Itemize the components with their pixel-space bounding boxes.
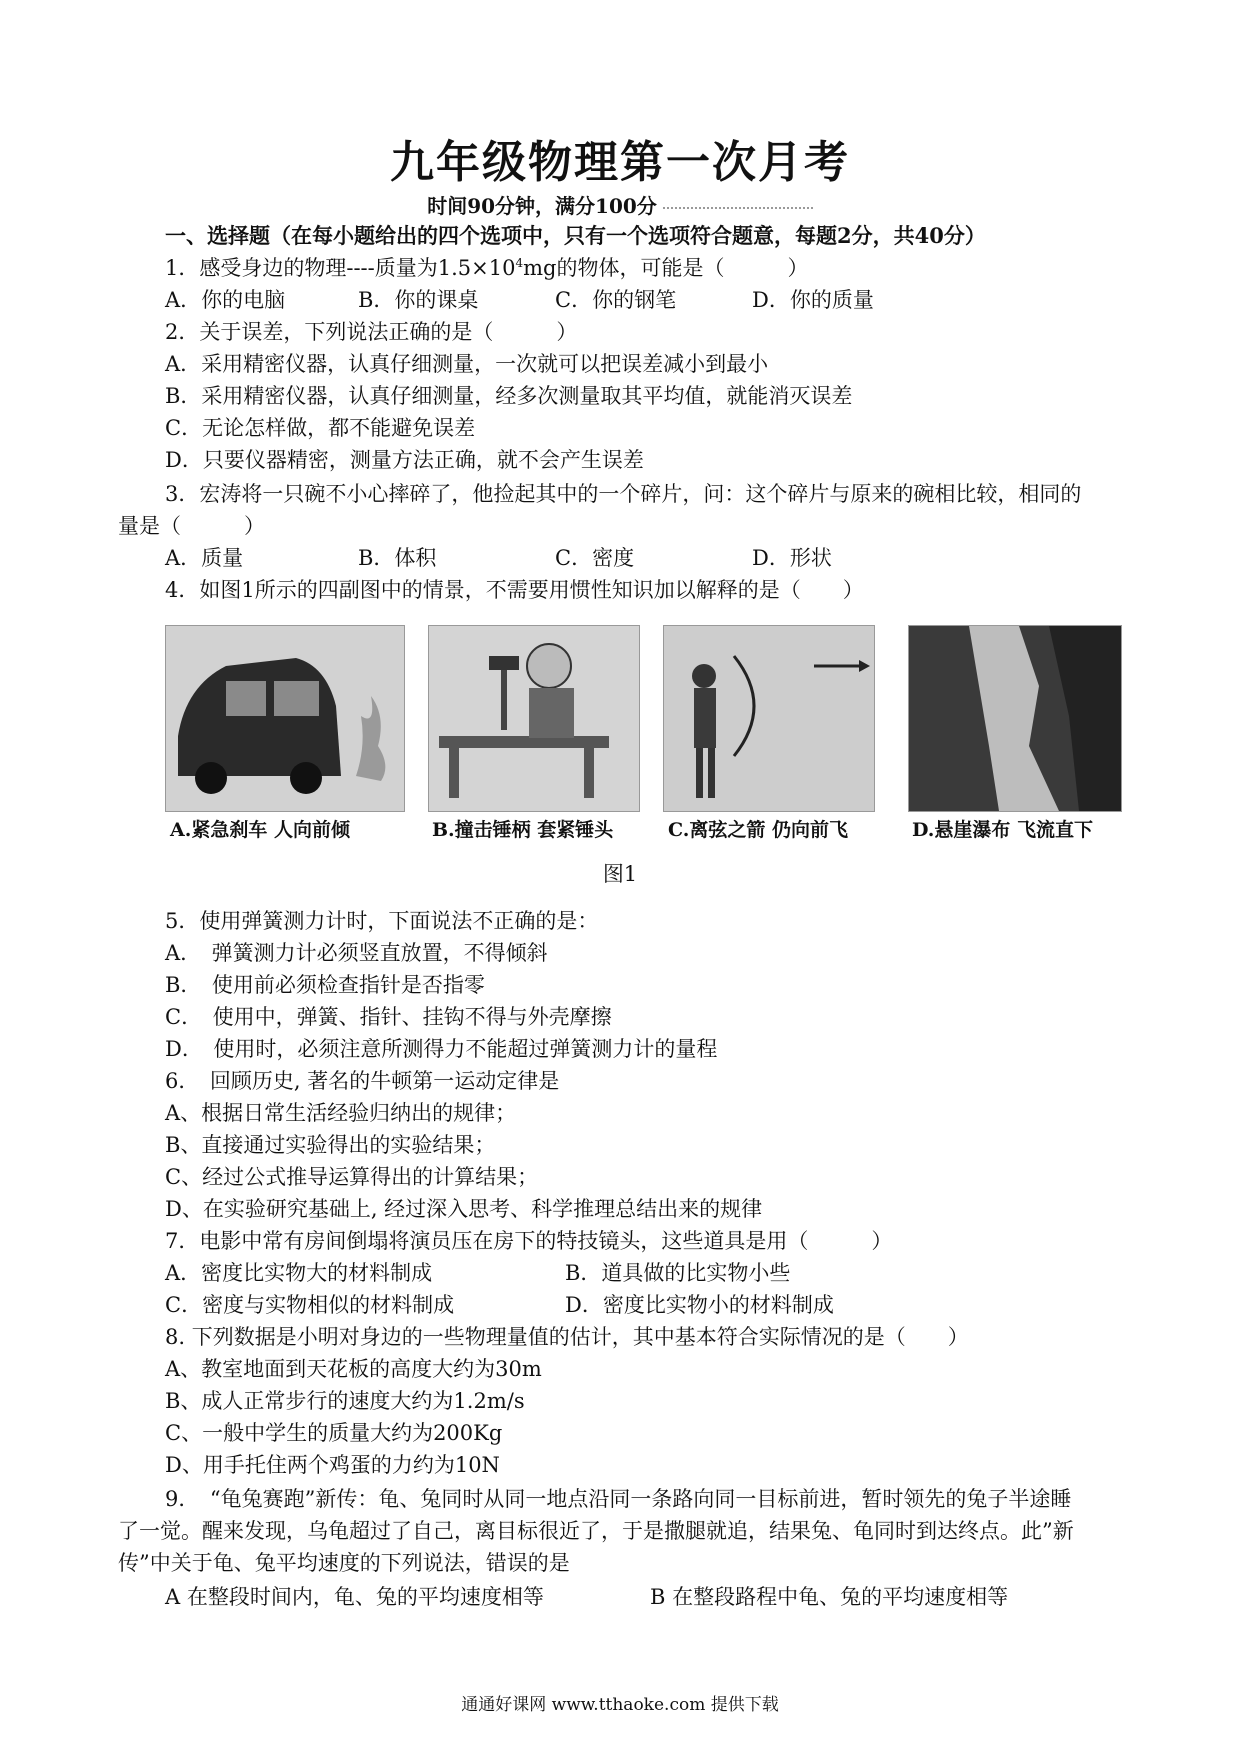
question-1-stem xyxy=(165,252,808,282)
figure-b-hammer xyxy=(428,625,640,812)
figure-1 xyxy=(160,625,1120,850)
figure-a-car-braking xyxy=(165,625,405,812)
q9-option-a: A 在整段时间内，龟、兔的平均速度相等 xyxy=(165,1585,544,1609)
question-4-stem: 4．如图1所示的四副图中的情景，不需要用惯性知识加以解释的是（ ） xyxy=(165,578,864,602)
q6-option-c: C、经过公式推导运算得出的计算结果； xyxy=(165,1165,539,1189)
page-footer: 通通好课网 www.tthaoke.com 提供下载 xyxy=(461,1695,779,1715)
question-8-stem: 8. 下列数据是小明对身边的一些物理量值的估计，其中基本符合实际情况的是（ ） xyxy=(165,1325,969,1349)
q2-option-a: A．采用精密仪器，认真仔细测量，一次就可以把误差减小到最小 xyxy=(165,352,769,376)
q7-option-d: D．密度比实物小的材料制成 xyxy=(565,1293,834,1317)
q8-option-d: D、用手托住两个鸡蛋的力约为10N xyxy=(165,1453,500,1477)
q1-option-a: A．你的电脑 xyxy=(165,288,286,312)
figure-c-archer xyxy=(663,625,875,812)
q3-option-c: C．密度 xyxy=(555,546,635,570)
hammer-illustration xyxy=(429,626,639,811)
q1-option-d: D．你的质量 xyxy=(752,288,874,312)
q1-stem-part-a: 1．感受身边的物理----质量为1.5×10 xyxy=(165,256,516,280)
question-5-stem: 5．使用弹簧测力计时，下面说法不正确的是： xyxy=(165,909,599,933)
figure-1-label: 图1 xyxy=(602,862,638,886)
car-illustration xyxy=(166,626,404,811)
q2-option-d: D．只要仪器精密，测量方法正确，就不会产生误差 xyxy=(165,448,644,472)
q7-option-c: C．密度与实物相似的材料制成 xyxy=(165,1293,455,1317)
archer-illustration xyxy=(664,626,874,811)
question-7-stem: 7．电影中常有房间倒塌将演员压在房下的特技镜头，这些道具是用（ ） xyxy=(165,1229,893,1253)
q2-option-b: B．采用精密仪器，认真仔细测量，经多次测量取其平均值，就能消灭误差 xyxy=(165,384,853,408)
subtitle-text: 时间90分钟，满分100分 xyxy=(427,194,657,218)
figure-b-caption: B.撞击锤柄 套紧锤头 xyxy=(432,819,614,841)
q9-option-b: B 在整段路程中龟、兔的平均速度相等 xyxy=(650,1585,1009,1609)
dotted-filler xyxy=(663,207,813,209)
exam-subtitle xyxy=(0,190,1240,219)
section-heading: 一、选择题（在每小题给出的四个选项中，只有一个选项符合题意，每题2分，共40分） xyxy=(165,223,986,248)
figure-d-caption: D.悬崖瀑布 飞流直下 xyxy=(912,819,1094,841)
q5-option-b: B． 使用前必须检查指针是否指零 xyxy=(165,973,485,997)
question-9-stem-line3: 传”中关于龟、兔平均速度的下列说法，错误的是 xyxy=(118,1551,570,1575)
q1-stem-part-b: mg的物体，可能是（ ） xyxy=(523,256,809,280)
q3-option-a: A．质量 xyxy=(165,546,244,570)
q1-stem-exponent: 4 xyxy=(515,256,524,270)
waterfall-illustration xyxy=(909,626,1121,811)
q7-option-b: B．道具做的比实物小些 xyxy=(565,1261,791,1285)
q1-option-c: C．你的钢笔 xyxy=(555,288,677,312)
question-9-stem-line1: 9． “龟兔赛跑”新传：龟、兔同时从同一地点沿同一条路向同一目标前进，暂时领先的兔子半途睡 xyxy=(165,1487,1072,1511)
question-6-stem: 6． 回顾历史, 著名的牛顿第一运动定律是 xyxy=(165,1069,560,1093)
q5-option-d: D． 使用时，必须注意所测得力不能超过弹簧测力计的量程 xyxy=(165,1037,718,1061)
q5-option-a: A． 弹簧测力计必须竖直放置，不得倾斜 xyxy=(165,941,548,965)
q8-option-c: C、一般中学生的质量大约为200Kg xyxy=(165,1421,503,1445)
q6-option-d: D、在实验研究基础上, 经过深入思考、科学推理总结出来的规律 xyxy=(165,1197,763,1221)
figure-d-waterfall xyxy=(908,625,1122,812)
q6-option-a: A、根据日常生活经验归纳出的规律； xyxy=(165,1101,517,1125)
question-2-stem: 2．关于误差，下列说法正确的是（ ） xyxy=(165,320,578,344)
question-3-stem-line1: 3．宏涛将一只碗不小心摔碎了，他捡起其中的一个碎片，问：这个碎片与原来的碗相比较，相同的 xyxy=(165,482,1082,506)
question-3-stem-line2: 量是（ ） xyxy=(118,514,265,538)
question-9-stem-line2: 了一觉。醒来发现，乌龟超过了自己，离目标很近了，于是撒腿就追，结果兔、龟同时到达终点。此”新 xyxy=(118,1519,1074,1543)
q8-option-b: B、成人正常步行的速度大约为1.2m/s xyxy=(165,1389,525,1413)
q7-option-a: A．密度比实物大的材料制成 xyxy=(165,1261,433,1285)
q1-option-b: B．你的课桌 xyxy=(358,288,479,312)
q5-option-c: C． 使用中，弹簧、指针、挂钩不得与外壳摩擦 xyxy=(165,1005,612,1029)
figure-c-caption: C.离弦之箭 仍向前飞 xyxy=(668,819,849,841)
page-title: 九年级物理第一次月考 xyxy=(390,137,850,188)
q3-option-b: B．体积 xyxy=(358,546,437,570)
q3-option-d: D．形状 xyxy=(752,546,832,570)
q8-option-a: A、教室地面到天花板的高度大约为30m xyxy=(165,1357,542,1381)
q6-option-b: B、直接通过实验得出的实验结果； xyxy=(165,1133,496,1157)
figure-a-caption: A.紧急刹车 人向前倾 xyxy=(170,819,350,841)
q2-option-c: C．无论怎样做，都不能避免误差 xyxy=(165,416,476,440)
